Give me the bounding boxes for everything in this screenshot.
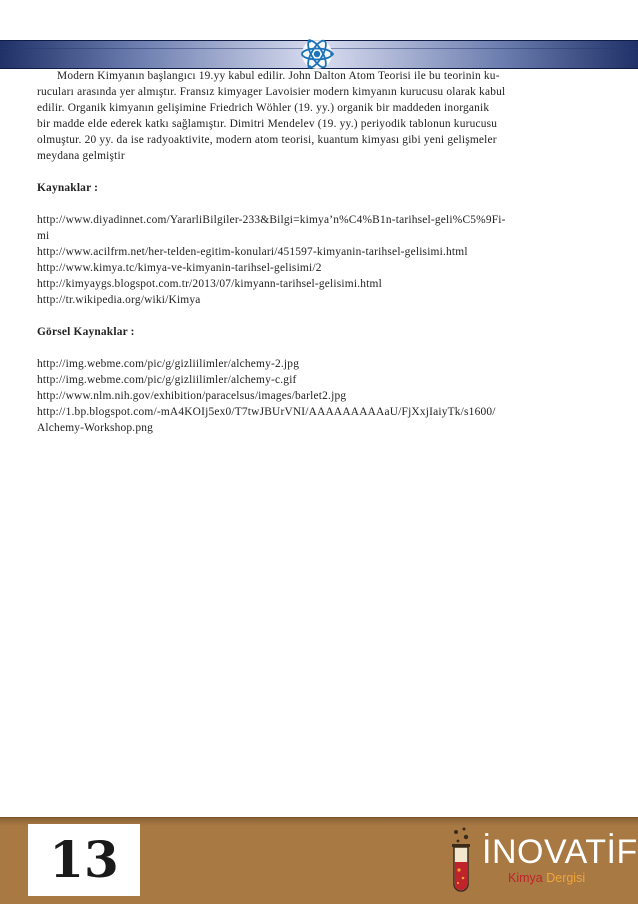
visual-source-link[interactable]: Alchemy-Workshop.png: [37, 422, 154, 434]
logo-subtitle: [508, 870, 585, 886]
paragraph-line: meydana gelmiştir: [37, 150, 125, 162]
visual-sources-list: [37, 356, 597, 436]
paragraph-line: olmuştur. 20 yy. da ise radyoaktivite, modern atom teorisi, kuantum kimyası gibi yeni gelişmeler: [37, 134, 497, 146]
logo-title: İNOVATİF: [482, 833, 638, 871]
paragraph-line: Modern Kimyanın başlangıcı 19.yy kabul edilir. John Dalton Atom Teorisi ile bu teorinin ku-: [57, 70, 500, 82]
visual-source-link[interactable]: http://img.webme.com/pic/g/gizliilimler/alchemy-c.gif: [37, 374, 297, 386]
page-number: 13: [49, 830, 119, 889]
source-link[interactable]: http://www.diyadinnet.com/YararliBilgiler-233&Bilgi=kimya’n%C4%B1n-tarihsel-geli%C5%9Fi-: [37, 214, 506, 226]
visual-source-link[interactable]: http://img.webme.com/pic/g/gizliilimler/alchemy-2.jpg: [37, 358, 300, 370]
page-number-box: [28, 824, 140, 896]
sources-list: [37, 212, 597, 308]
visual-sources-heading: Görsel Kaynaklar :: [37, 326, 135, 338]
source-link[interactable]: mi: [37, 230, 50, 242]
source-link[interactable]: http://www.kimya.tc/kimya-ve-kimyanin-tarihsel-gelisimi/2: [37, 262, 322, 274]
logo-subtitle-word-2: Dergisi: [546, 871, 586, 885]
paragraph-line: bir madde elde ederek katkı sağlamıştır. Dimitri Mendelev (19. yy.) periyodik tablonun kurucusu: [37, 118, 498, 130]
logo-subtitle-word-1: Kimya: [508, 871, 543, 885]
sources-heading: Kaynaklar :: [37, 182, 99, 194]
source-link[interactable]: http://www.acilfrm.net/her-telden-egitim-konulari/451597-kimyanin-tarihsel-gelisimi.html: [37, 246, 468, 258]
article-content: [37, 68, 597, 436]
intro-paragraph: [37, 68, 597, 164]
source-link[interactable]: http://kimyaygs.blogspot.com.tr/2013/07/kimyann-tarihsel-gelisimi.html: [37, 278, 382, 290]
source-link[interactable]: http://tr.wikipedia.org/wiki/Kimya: [37, 294, 201, 306]
visual-source-link[interactable]: http://1.bp.blogspot.com/-mA4KOIj5ex0/T7twJBUrVNI/AAAAAAAAAaU/FjXxjIaiyTk/s1600/: [37, 406, 496, 418]
paragraph-line: edilir. Organik kimyanın gelişimine Friedrich Wöhler (19. yy.) organik bir maddeden inorganik: [37, 102, 490, 114]
paragraph-line: rucuları arasında yer almıştır. Fransız kimyager Lavoisier modern kimyanın kurucusu olarak kabul: [37, 86, 506, 98]
test-tube-icon: [446, 826, 476, 896]
magazine-logo: [446, 826, 638, 896]
visual-source-link[interactable]: http://www.nlm.nih.gov/exhibition/paracelsus/images/barlet2.jpg: [37, 390, 347, 402]
